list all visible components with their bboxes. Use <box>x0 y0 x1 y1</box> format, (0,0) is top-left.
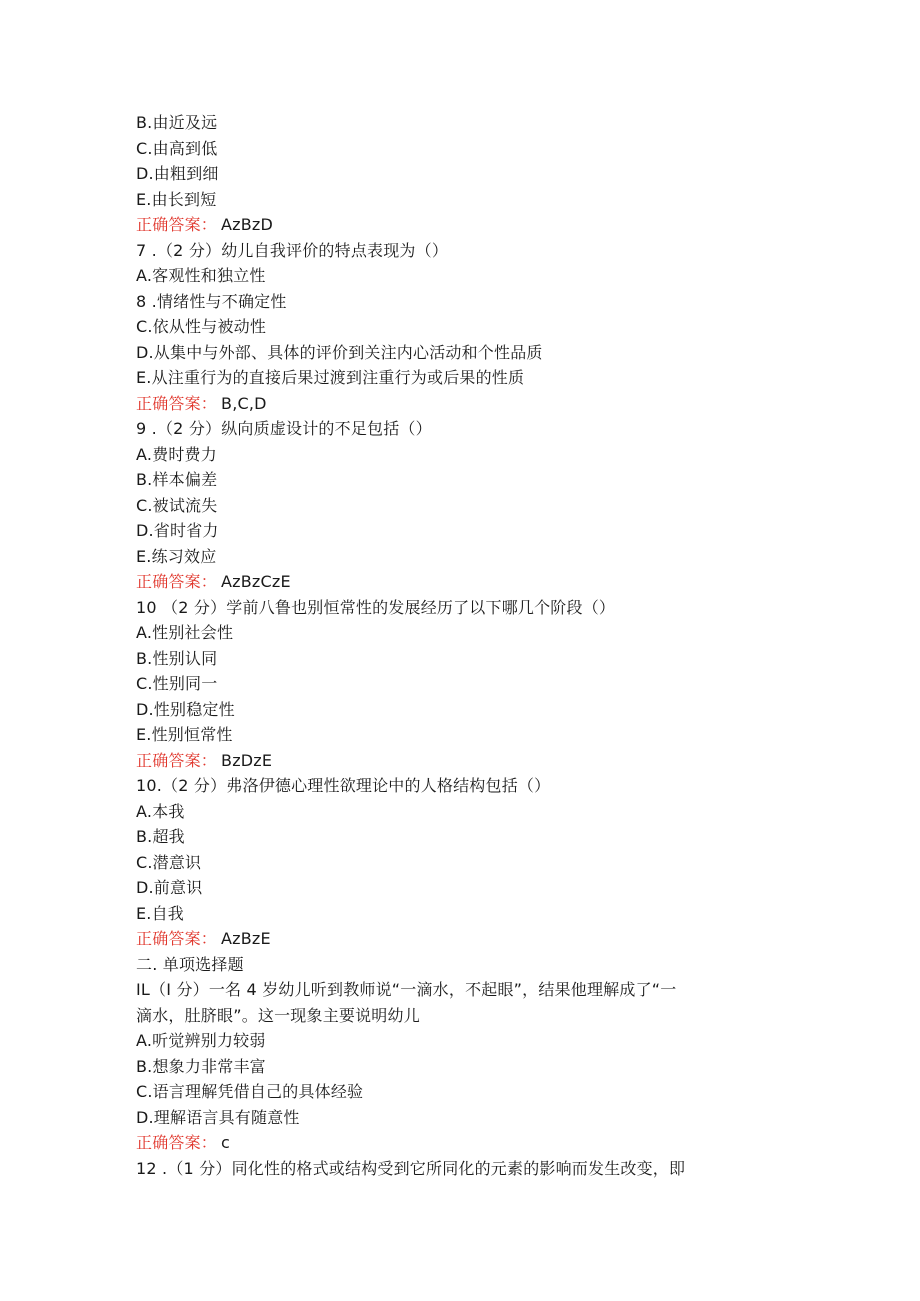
option-text: E.从注重行为的直接后果过渡到注重行为或后果的性质 <box>136 368 525 387</box>
answer-line <box>136 748 796 774</box>
question-text: 12 .（1 分）同化性的格式或结构受到它所同化的元素的影响而发生改变，即 <box>136 1158 686 1178</box>
option-text: A.客观性和独立性 <box>136 266 266 285</box>
option-text: B.样本偏差 <box>136 470 218 489</box>
option-text: D.从集中与外部、具体的评价到关注内心活动和个性品质 <box>136 342 543 362</box>
answer-value: AzBzCzE <box>221 572 291 591</box>
section-heading: 二. 单项选择题 <box>136 954 244 974</box>
answer-label: 正确答案： <box>136 572 218 591</box>
answer-value: BzDzE <box>221 750 273 770</box>
option-text: D.由粗到细 <box>136 164 219 183</box>
option-text: B.性别认同 <box>136 648 218 668</box>
answer-line <box>136 569 796 595</box>
question-text: 10 （2 分）学前八鲁也别恒常性的发展经历了以下哪几个阶段（） <box>136 597 616 617</box>
option-text: B.超我 <box>136 827 185 846</box>
option-text: E.练习效应 <box>136 546 217 566</box>
answer-label: 正确答案： <box>136 750 218 770</box>
answer-line <box>136 212 796 238</box>
question-text: IL（I 分）一名 4 岁幼儿听到教师说“一滴水，不起眼”，结果他理解成了“一 <box>136 980 677 999</box>
option-text: D.前意识 <box>136 878 203 897</box>
option-text: C.由高到低 <box>136 138 218 158</box>
option-text: D.省时省力 <box>136 521 219 540</box>
answer-value: c <box>221 1133 231 1152</box>
answer-line <box>136 1130 796 1156</box>
answer-value: AzBzE <box>221 929 271 948</box>
answer-label: 正确答案： <box>136 1133 218 1152</box>
option-text: 8 .情绪性与不确定性 <box>136 291 287 311</box>
option-text: A.费时费力 <box>136 444 217 464</box>
option-text: C.语言理解凭借自己的具体经验 <box>136 1082 364 1101</box>
option-text: C.潜意识 <box>136 852 202 872</box>
option-text: C.依从性与被动性 <box>136 317 267 336</box>
option-text: A.性别社会性 <box>136 623 234 642</box>
option-text: A.本我 <box>136 801 185 821</box>
question-text: 滴水，肚脐眼”。这一现象主要说明幼儿 <box>136 1005 420 1025</box>
option-text: B.由近及远 <box>136 113 218 132</box>
answer-line <box>136 926 796 952</box>
option-text: C.被试流失 <box>136 495 218 515</box>
option-text: D.性别稳定性 <box>136 699 235 719</box>
question-text: 10.（2 分）弗洛伊德心理性欲理论中的人格结构包括（） <box>136 776 551 795</box>
question-text: 7 .（2 分）幼儿自我评价的特点表现为（） <box>136 240 449 260</box>
answer-label: 正确答案： <box>136 393 218 413</box>
option-text: D.理解语言具有随意性 <box>136 1107 300 1127</box>
answer-line <box>136 391 796 417</box>
option-text: C.性别同一 <box>136 674 218 693</box>
option-text: A.听觉辨别力较弱 <box>136 1031 266 1050</box>
option-text: E.性别恒常性 <box>136 725 233 744</box>
answer-label: 正确答案： <box>136 929 218 948</box>
question-text: 9 .（2 分）纵向质虚设计的不足包括（） <box>136 419 432 438</box>
document-page <box>136 110 796 1181</box>
option-text: E.自我 <box>136 903 184 923</box>
answer-label: 正确答案： <box>136 215 218 234</box>
answer-value: AzBzD <box>221 215 274 234</box>
answer-value: B,C,D <box>221 393 267 413</box>
option-text: E.由长到短 <box>136 189 217 209</box>
option-text: B.想象力非常丰富 <box>136 1056 266 1076</box>
